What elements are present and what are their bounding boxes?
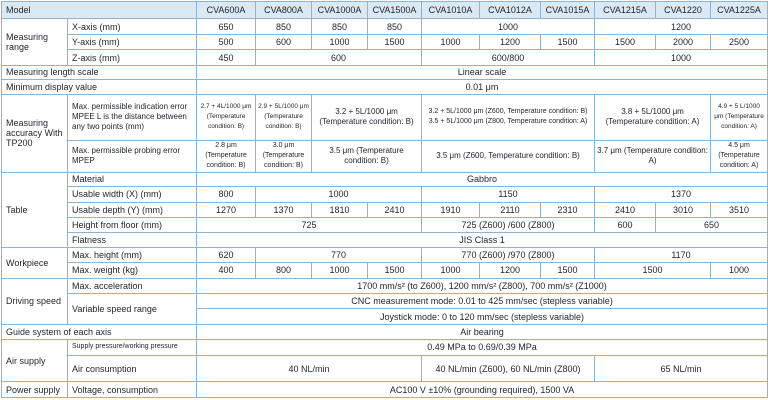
cell: AC100 V ±10% (grounding required), 1500 VA	[197, 382, 768, 398]
range-x-row	[2, 19, 768, 34]
cell: 3.7 μm (Temperature condition: A)	[595, 140, 711, 172]
cell: 4.9 + 5 L/1000 μm (Temperature condition: A)	[711, 94, 768, 140]
cell: JIS Class 1	[197, 233, 768, 247]
cell: 770 (Z600) /970 (Z800)	[422, 247, 595, 262]
workpiece-label: Workpiece	[2, 247, 68, 278]
cell: 1150	[422, 187, 595, 202]
model-cva600a: CVA600A	[197, 2, 256, 19]
power-label: Power supply	[2, 382, 68, 398]
mpee-row	[2, 94, 768, 140]
cell: 2500	[711, 34, 768, 49]
cell: 650	[656, 217, 768, 232]
consumption-row	[2, 355, 768, 382]
air-label: Air supply	[2, 340, 68, 382]
cell: 40 NL/min	[197, 355, 422, 382]
cell: 1000	[422, 19, 595, 34]
length-scale-row	[2, 65, 768, 79]
cell: 1270	[197, 202, 256, 217]
cell: 3.5 μm (Temperature condition: B)	[312, 140, 422, 172]
model-cva1015a: CVA1015A	[541, 2, 595, 19]
cell: 3.8 + 5L/1000 μm (Temperature condition: A)	[595, 94, 711, 140]
cell: 2410	[595, 202, 656, 217]
cell: Joystick mode: 0 to 120 mm/sec (stepless variable)	[197, 309, 768, 324]
cell: 650	[197, 19, 256, 34]
pressure-label: Supply pressure/working pressure	[68, 340, 197, 355]
cell: 1200	[480, 263, 541, 278]
power-row	[2, 382, 768, 398]
guide-label: Guide system of each axis	[2, 324, 197, 339]
cell: 2.7 + 4L/1000 μm (Temperature condition: B)	[197, 94, 256, 140]
cell: 3.2 + 5L/1000 μm (Temperature condition: B)	[312, 94, 422, 140]
cell: 2410	[368, 202, 422, 217]
cell: 2000	[656, 34, 711, 49]
driving-label: Driving speed	[2, 278, 68, 324]
max-height-row	[2, 247, 768, 262]
mpep-row	[2, 140, 768, 172]
cell: 850	[368, 19, 422, 34]
accel-row	[2, 278, 768, 293]
cell: 600/800	[422, 50, 595, 65]
cell: 1500	[595, 263, 711, 278]
width-label: Usable width (X) (mm)	[68, 187, 197, 202]
max-height-label: Max. height (mm)	[68, 247, 197, 262]
cell: 450	[197, 50, 256, 65]
pressure-row	[2, 340, 768, 355]
depth-label: Usable depth (Y) (mm)	[68, 202, 197, 217]
cell: 65 NL/min	[595, 355, 768, 382]
cell: 1500	[368, 263, 422, 278]
measuring-range-label: Measuring range	[2, 19, 68, 65]
cell: 0.49 MPa to 0.69/0.39 MPa	[197, 340, 768, 355]
model-cva1000a: CVA1000A	[312, 2, 368, 19]
cell: 3.5 μm (Z600, Temperature condition: B)	[422, 140, 595, 172]
cell: 1000	[312, 34, 368, 49]
cell: 850	[256, 19, 312, 34]
cell: 4.5 μm (Temperature condition: A)	[711, 140, 768, 172]
model-cva1215a: CVA1215A	[595, 2, 656, 19]
accuracy-label: Measuring accuracy With TP200	[2, 94, 68, 172]
spec-table	[1, 1, 768, 398]
cell: 1170	[595, 247, 768, 262]
cell: 1000	[256, 187, 422, 202]
model-header: Model	[2, 2, 197, 19]
cell: 1000	[422, 263, 480, 278]
model-cva800a: CVA800A	[256, 2, 312, 19]
cell	[422, 94, 595, 140]
cell: 3.0 μm (Temperature condition: B)	[256, 140, 312, 172]
cell: 1810	[312, 202, 368, 217]
cell: 850	[312, 19, 368, 34]
model-cva1500a: CVA1500A	[368, 2, 422, 19]
cell: 1500	[541, 263, 595, 278]
mpep-label: Max. permissible probing error MPEP	[68, 140, 197, 172]
model-cva1010a: CVA1010A	[422, 2, 480, 19]
cell: 1700 mm/s² (to Z600), 1200 mm/s² (Z800), 700 mm/s² (Z1000)	[197, 278, 768, 293]
cell: 600	[256, 34, 312, 49]
cell: 620	[197, 247, 256, 262]
cell: Gabbro	[197, 172, 768, 186]
cell: CNC measurement mode: 0.01 to 425 mm/sec (stepless variable)	[197, 294, 768, 309]
min-display-label: Minimum display value	[2, 80, 197, 94]
cell: 725	[197, 217, 422, 232]
cell: 2310	[541, 202, 595, 217]
cell: 500	[197, 34, 256, 49]
cell: 2.9 + 5L/1000 μm (Temperature condition: B)	[256, 94, 312, 140]
x-axis-label: X-axis (mm)	[68, 19, 197, 34]
cell: 0.01 μm	[197, 80, 768, 94]
cell: 1000	[422, 34, 480, 49]
cell: 3510	[711, 202, 768, 217]
cell: 1000	[711, 263, 768, 278]
length-scale-label: Measuring length scale	[2, 65, 197, 79]
accel-label: Max. acceleration	[68, 278, 197, 293]
cell: 1000	[595, 50, 768, 65]
cell: Linear scale	[197, 65, 768, 79]
cell: 800	[197, 187, 256, 202]
consumption-label: Air consumption	[68, 355, 197, 382]
y-axis-label: Y-axis (mm)	[68, 34, 197, 49]
range-y-row	[2, 34, 768, 49]
cell: 400	[197, 263, 256, 278]
cell: 1370	[595, 187, 768, 202]
model-cva1012a: CVA1012A	[480, 2, 541, 19]
cell: 1200	[480, 34, 541, 49]
z-axis-label: Z-axis (mm)	[68, 50, 197, 65]
cell: 1370	[256, 202, 312, 217]
cell: 40 NL/min (Z600), 60 NL/min (Z800)	[422, 355, 595, 382]
model-cva1225a: CVA1225A	[711, 2, 768, 19]
cell: 2.8 μm (Temperature condition: B)	[197, 140, 256, 172]
height-row	[2, 217, 768, 232]
material-label: Material	[68, 172, 197, 186]
cell: 1500	[368, 34, 422, 49]
cell: 725 (Z600) /600 (Z800)	[422, 217, 595, 232]
cell: 770	[256, 247, 422, 262]
material-row	[2, 172, 768, 186]
mpee-z800: 3.5 + 5L/1000 μm (Z800, Temperature condition: A)	[428, 118, 588, 126]
cell: 1910	[422, 202, 480, 217]
table-label: Table	[2, 172, 68, 247]
cell: 1500	[541, 34, 595, 49]
depth-row	[2, 202, 768, 217]
width-row	[2, 187, 768, 202]
height-label: Height from floor (mm)	[68, 217, 197, 232]
cell: 1200	[595, 19, 768, 34]
guide-row	[2, 324, 768, 339]
cell: 2110	[480, 202, 541, 217]
cell: 600	[256, 50, 422, 65]
model-cva1220: CVA1220	[656, 2, 711, 19]
voltage-label: Voltage, consumption	[68, 382, 197, 398]
mpee-z600: 3.2 + 5L/1000 μm (Z600, Temperature condition: B)	[428, 108, 588, 116]
cell: Air bearing	[197, 324, 768, 339]
cell: 1500	[595, 34, 656, 49]
flatness-label: Flatness	[68, 233, 197, 247]
min-display-row	[2, 80, 768, 94]
cell: 800	[256, 263, 312, 278]
cell: 3010	[656, 202, 711, 217]
range-z-row	[2, 50, 768, 65]
cell: 600	[595, 217, 656, 232]
speed-cnc-row	[2, 294, 768, 309]
header-row	[2, 2, 768, 19]
speed-label: Variable speed range	[68, 294, 197, 325]
max-weight-row	[2, 263, 768, 278]
cell: 1000	[312, 263, 368, 278]
max-weight-label: Max. weight (kg)	[68, 263, 197, 278]
flatness-row	[2, 233, 768, 247]
mpee-label: Max. permissible indication error MPEE L is the distance between any two points (mm)	[68, 94, 197, 140]
